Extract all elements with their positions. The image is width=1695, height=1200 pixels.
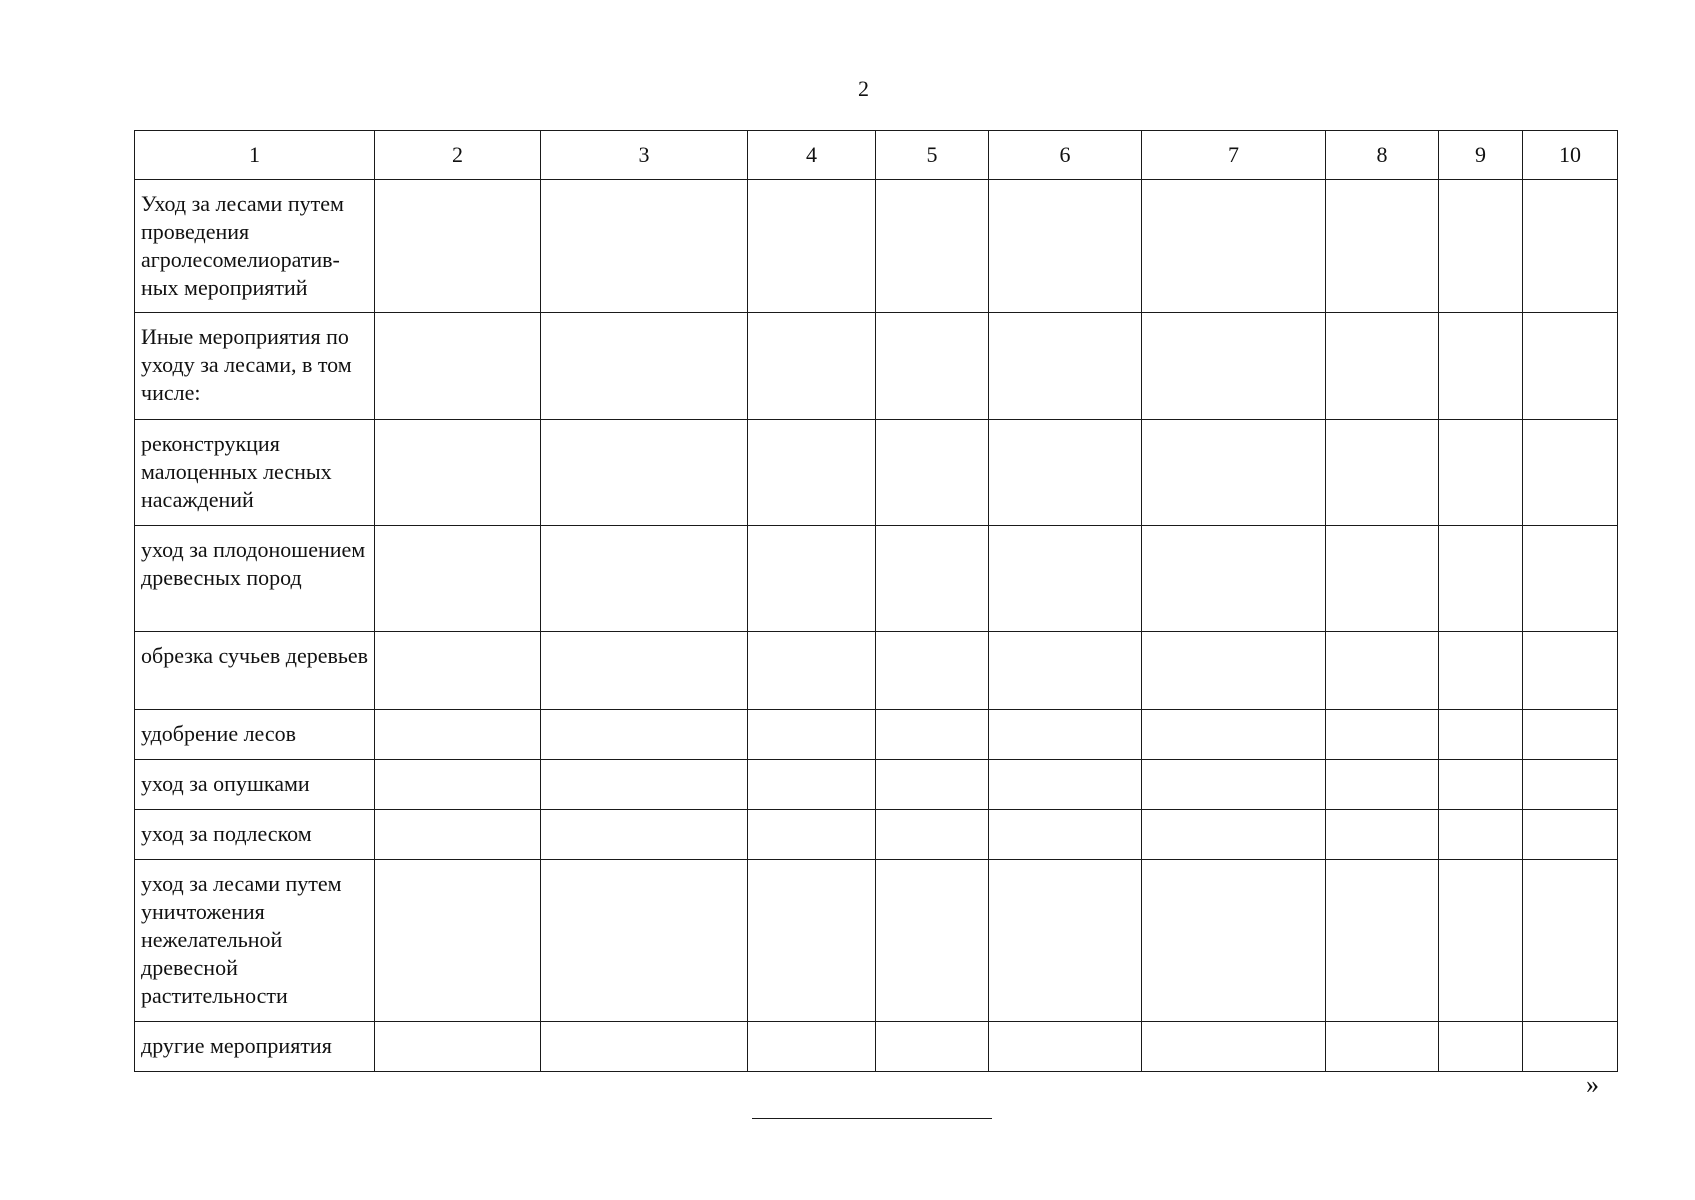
data-cell (541, 1022, 748, 1072)
data-cell (876, 313, 989, 420)
data-cell (1523, 420, 1618, 526)
column-header-7: 7 (1142, 131, 1326, 180)
data-cell (1142, 860, 1326, 1022)
data-cell (748, 420, 876, 526)
data-cell (1523, 313, 1618, 420)
data-cell (375, 180, 541, 313)
data-cell (1523, 1022, 1618, 1072)
data-cell (748, 1022, 876, 1072)
data-cell (989, 710, 1142, 760)
data-cell (1439, 180, 1523, 313)
data-cell (748, 313, 876, 420)
data-cell (375, 420, 541, 526)
data-cell (1142, 810, 1326, 860)
column-header-9: 9 (1439, 131, 1523, 180)
data-cell (1142, 710, 1326, 760)
data-cell (876, 420, 989, 526)
data-cell (1326, 860, 1439, 1022)
data-cell (541, 313, 748, 420)
data-cell (1439, 420, 1523, 526)
data-cell (989, 760, 1142, 810)
data-cell (989, 860, 1142, 1022)
column-header-2: 2 (375, 131, 541, 180)
data-cell (876, 760, 989, 810)
data-cell (1523, 632, 1618, 710)
data-cell (541, 180, 748, 313)
data-cell (1326, 526, 1439, 632)
data-cell (1439, 1022, 1523, 1072)
data-cell (1439, 632, 1523, 710)
data-cell (748, 526, 876, 632)
data-cell (1439, 810, 1523, 860)
column-number-row (135, 131, 1618, 180)
data-cell (1142, 526, 1326, 632)
data-cell (876, 526, 989, 632)
data-cell (989, 810, 1142, 860)
data-cell (1142, 420, 1326, 526)
data-cell (375, 313, 541, 420)
forest-care-table (134, 130, 1618, 1072)
data-cell (375, 860, 541, 1022)
data-cell (989, 526, 1142, 632)
data-cell (1326, 1022, 1439, 1072)
data-cell (375, 710, 541, 760)
data-cell (1439, 313, 1523, 420)
data-cell (748, 860, 876, 1022)
data-cell (876, 180, 989, 313)
table-row (135, 526, 1618, 632)
data-cell (1142, 632, 1326, 710)
column-header-8: 8 (1326, 131, 1439, 180)
data-cell (748, 180, 876, 313)
data-cell (541, 860, 748, 1022)
data-cell (375, 760, 541, 810)
data-cell (876, 810, 989, 860)
data-cell (375, 526, 541, 632)
data-cell (1326, 710, 1439, 760)
data-cell (989, 313, 1142, 420)
table-row (135, 1022, 1618, 1072)
row-label: другие мероприятия (135, 1022, 375, 1072)
data-cell (876, 860, 989, 1022)
column-header-4: 4 (748, 131, 876, 180)
data-cell (748, 760, 876, 810)
row-label: уход за лесами путем уничтожения нежелательной древесной растительности (135, 860, 375, 1022)
row-label: обрезка сучьев деревьев (135, 632, 375, 710)
data-cell (541, 420, 748, 526)
table-row (135, 180, 1618, 313)
table-row (135, 810, 1618, 860)
data-cell (1142, 313, 1326, 420)
data-cell (1439, 760, 1523, 810)
data-cell (1326, 313, 1439, 420)
data-cell (541, 710, 748, 760)
row-label: уход за плодоношением древесных пород (135, 526, 375, 632)
row-label: уход за подлеском (135, 810, 375, 860)
column-header-10: 10 (1523, 131, 1618, 180)
data-cell (876, 710, 989, 760)
data-cell (1523, 860, 1618, 1022)
data-cell (1326, 760, 1439, 810)
footer-rule (752, 1118, 992, 1119)
data-cell (1326, 632, 1439, 710)
data-cell (1142, 1022, 1326, 1072)
page-number: 2 (858, 76, 869, 101)
row-label: реконструкция малоценных лесных насаждений (135, 420, 375, 526)
data-cell (748, 710, 876, 760)
data-cell (541, 760, 748, 810)
row-label: удобрение лесов (135, 710, 375, 760)
data-cell (1142, 760, 1326, 810)
data-cell (375, 1022, 541, 1072)
data-cell (541, 810, 748, 860)
data-cell (541, 526, 748, 632)
data-cell (989, 632, 1142, 710)
data-cell (1523, 526, 1618, 632)
data-cell (1439, 526, 1523, 632)
data-cell (1523, 810, 1618, 860)
data-cell (1439, 860, 1523, 1022)
row-label: Уход за лесами путем проведения агролесомелиоратив-ных мероприятий (135, 180, 375, 313)
data-cell (748, 632, 876, 710)
data-cell (1439, 710, 1523, 760)
row-label: уход за опушками (135, 760, 375, 810)
table-row (135, 632, 1618, 710)
data-cell (1326, 420, 1439, 526)
row-label: Иные мероприятия по уходу за лесами, в том числе: (135, 313, 375, 420)
data-cell (541, 632, 748, 710)
table-row (135, 760, 1618, 810)
data-cell (1326, 180, 1439, 313)
data-cell (375, 810, 541, 860)
data-cell (1523, 760, 1618, 810)
data-cell (876, 632, 989, 710)
data-cell (989, 180, 1142, 313)
table-row (135, 313, 1618, 420)
table-row (135, 710, 1618, 760)
data-cell (748, 810, 876, 860)
data-cell (1142, 180, 1326, 313)
closing-quote-mark: » (1586, 1070, 1599, 1099)
column-header-3: 3 (541, 131, 748, 180)
data-cell (989, 420, 1142, 526)
column-header-6: 6 (989, 131, 1142, 180)
data-cell (989, 1022, 1142, 1072)
column-header-1: 1 (135, 131, 375, 180)
table-row (135, 860, 1618, 1022)
data-cell (1326, 810, 1439, 860)
data-cell (1523, 710, 1618, 760)
data-cell (1523, 180, 1618, 313)
data-cell (375, 632, 541, 710)
data-cell (876, 1022, 989, 1072)
table-row (135, 420, 1618, 526)
column-header-5: 5 (876, 131, 989, 180)
